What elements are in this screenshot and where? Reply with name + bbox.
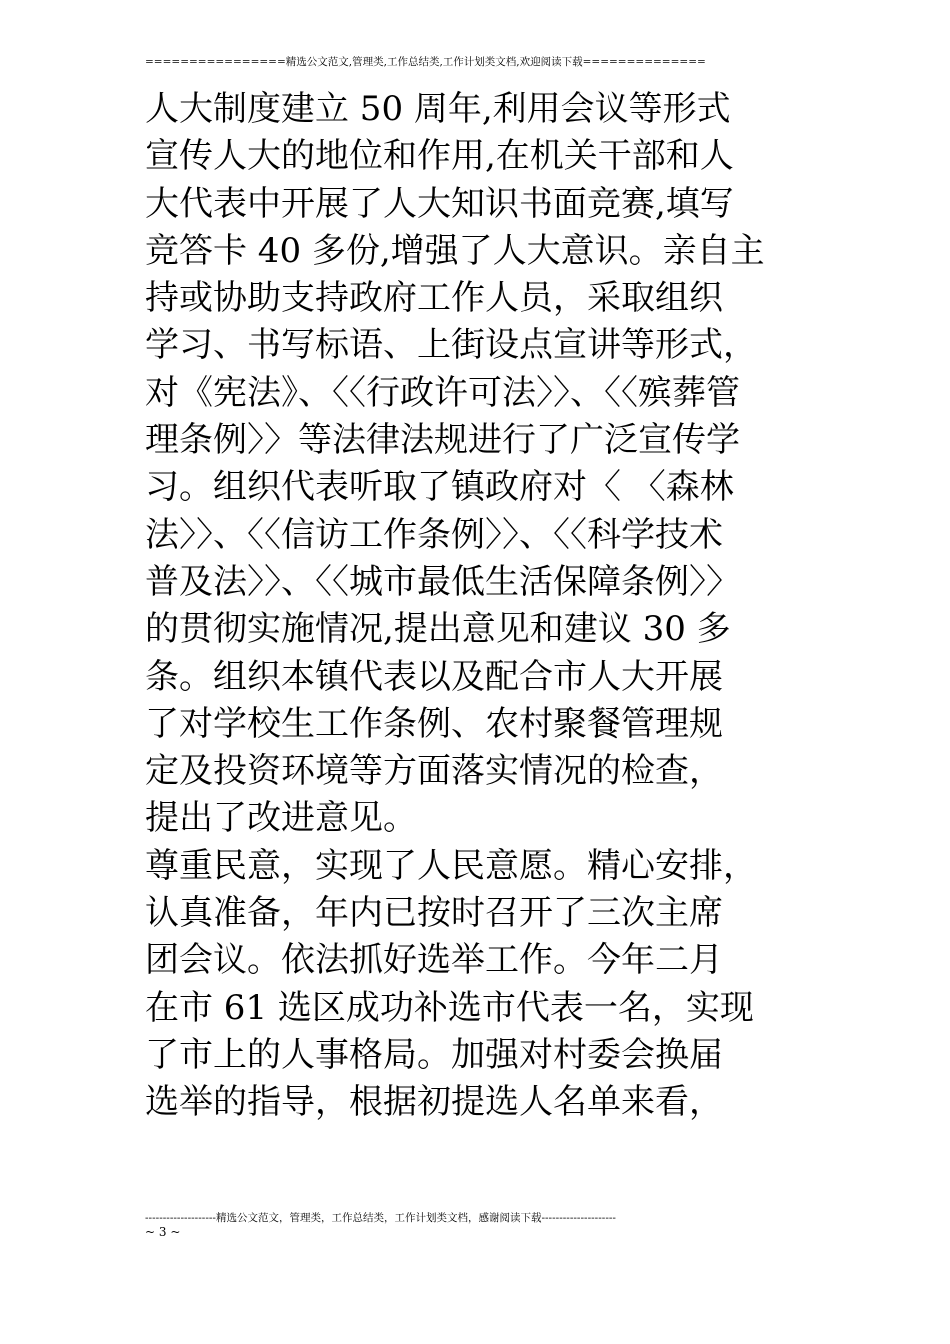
text-line: 习。组织代表听取了镇政府对〈 〈森林 bbox=[145, 467, 734, 508]
text-line: 尊重民意，实现了人民意愿。精心安排， bbox=[145, 845, 757, 886]
text-line: 条。组织本镇代表以及配合市人大开展 bbox=[145, 656, 723, 697]
text-line: 了市上的人事格局。加强对村委会换届 bbox=[145, 1034, 723, 1075]
text-line: 团会议。依法抓好选举工作。今年二月 bbox=[145, 940, 723, 981]
text-line: 持或协助支持政府工作人员，采取组织 bbox=[145, 278, 723, 319]
text-line: 的贯彻实施情况,提出意见和建议 30 多 bbox=[145, 609, 731, 650]
text-line: 竞答卡 40 多份,增强了人大意识。亲自主 bbox=[145, 230, 765, 271]
document-body bbox=[145, 86, 810, 1127]
text-line: 在市 61 选区成功补选市代表一名，实现 bbox=[145, 987, 754, 1028]
page-footer: --------------------精选公文范文，管理类，工作总结类，工作计划类文档，感谢阅读下载--------------------- bbox=[145, 1212, 616, 1224]
text-line: 认真准备，年内已按时召开了三次主席 bbox=[145, 893, 723, 934]
text-line: 理条例〉〉等法律法规进行了广泛宣传学 bbox=[145, 420, 740, 461]
text-line: 选举的指导，根据初提选人名单来看， bbox=[145, 1082, 723, 1123]
page-number: ~ 3 ~ bbox=[145, 1225, 181, 1239]
text-line: 提出了改进意见。 bbox=[145, 798, 417, 839]
text-line: 法〉〉、〈〈信访工作条例〉〉、〈〈科学技术 bbox=[145, 514, 723, 555]
text-line: 对《宪法》、〈〈行政许可法〉〉、〈〈殡葬管 bbox=[145, 372, 740, 413]
page-header: ================精选公文范文,管理类,工作总结类,工作计划类文档,欢迎阅读下载============== bbox=[145, 56, 706, 68]
text-line: 学习、书写标语、上街设点宣讲等形式， bbox=[145, 325, 757, 366]
text-line: 人大制度建立 50 周年,利用会议等形式 bbox=[145, 89, 731, 129]
text-line: 了对学校生工作条例、农村聚餐管理规 bbox=[145, 703, 723, 744]
text-line: 普及法〉〉、〈〈城市最低生活保障条例〉〉 bbox=[145, 561, 740, 602]
text-line: 大代表中开展了人大知识书面竞赛,填写 bbox=[145, 183, 734, 224]
text-line: 宣传人大的地位和作用,在机关干部和人 bbox=[145, 136, 734, 177]
text-line: 定及投资环境等方面落实情况的检查， bbox=[145, 751, 723, 792]
